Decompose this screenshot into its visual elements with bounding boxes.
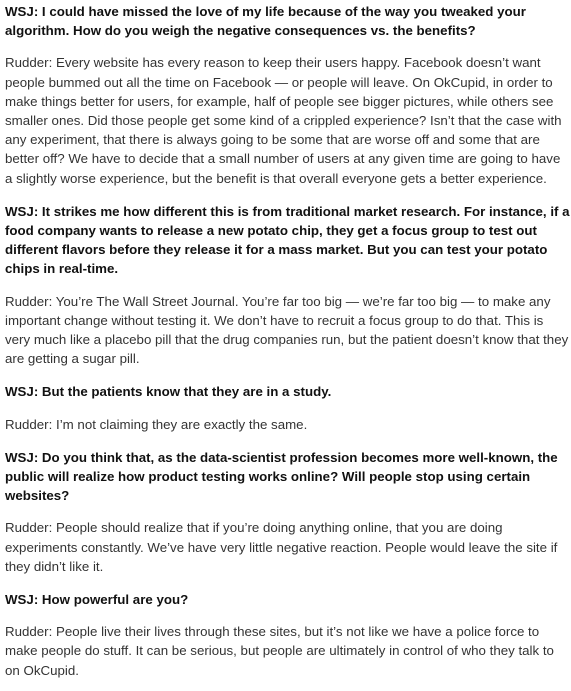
interview-question: WSJ: I could have missed the love of my life because of the way you tweaked your algorithm. How do you weigh the negative consequences vs. the benefits?: [5, 4, 526, 39]
interview-question: WSJ: It strikes me how different this is from traditional market research. For instance, if a food company wants to release a new potato chip, they get a focus group to test out different flavors before they release it for a mass market. But you can test your potato chips in real-time.: [5, 203, 570, 277]
interview-question: WSJ: Do you think that, as the data-scientist profession becomes more well-known, the public will realize how product testing works online? Will people stop using certain websites?: [5, 449, 558, 504]
interview-answer: Rudder: Every website has every reason to keep their users happy. Facebook doesn’t want people bummed out all the time on Facebook — or people will leave. On OkCupid, in order to make things better for users, for example, half of people see bigger pictures, while others see smaller ones. Did those people get some kind of a crippled experience? Isn’t that the case with any experiment, that there is always going to be some that are worse off and some that are better off? We have to decide that a small number of users at any given time are going to have a slightly worse experience, but the benefit is that overall everyone gets a better experience.: [5, 55, 562, 186]
interview-answer: Rudder: I’m not claiming they are exactly the same.: [5, 416, 308, 432]
interview-question: WSJ: But the patients know that they are in a study.: [5, 384, 332, 400]
interview-answer: Rudder: People should realize that if you’re doing anything online, that you are doing experiments constantly. We’ve have very little negative reaction. People would leave the site if they didn’t like it.: [5, 520, 558, 574]
interview-question: WSJ: How powerful are you?: [5, 592, 189, 608]
interview-answer: Rudder: People live their lives through these sites, but it’s not like we have a police force to make people do stuff. It can be serious, but people are ultimately in control of who they talk to on OkCupid.: [5, 624, 554, 678]
interview-answer: Rudder: You’re The Wall Street Journal. You’re far too big — we’re far too big — to make any important change without testing it. We don’t have to recruit a focus group to do that. This is very much like a placebo pill that the drug companies run, but the patient doesn’t know that they are getting a sugar pill.: [5, 293, 569, 367]
